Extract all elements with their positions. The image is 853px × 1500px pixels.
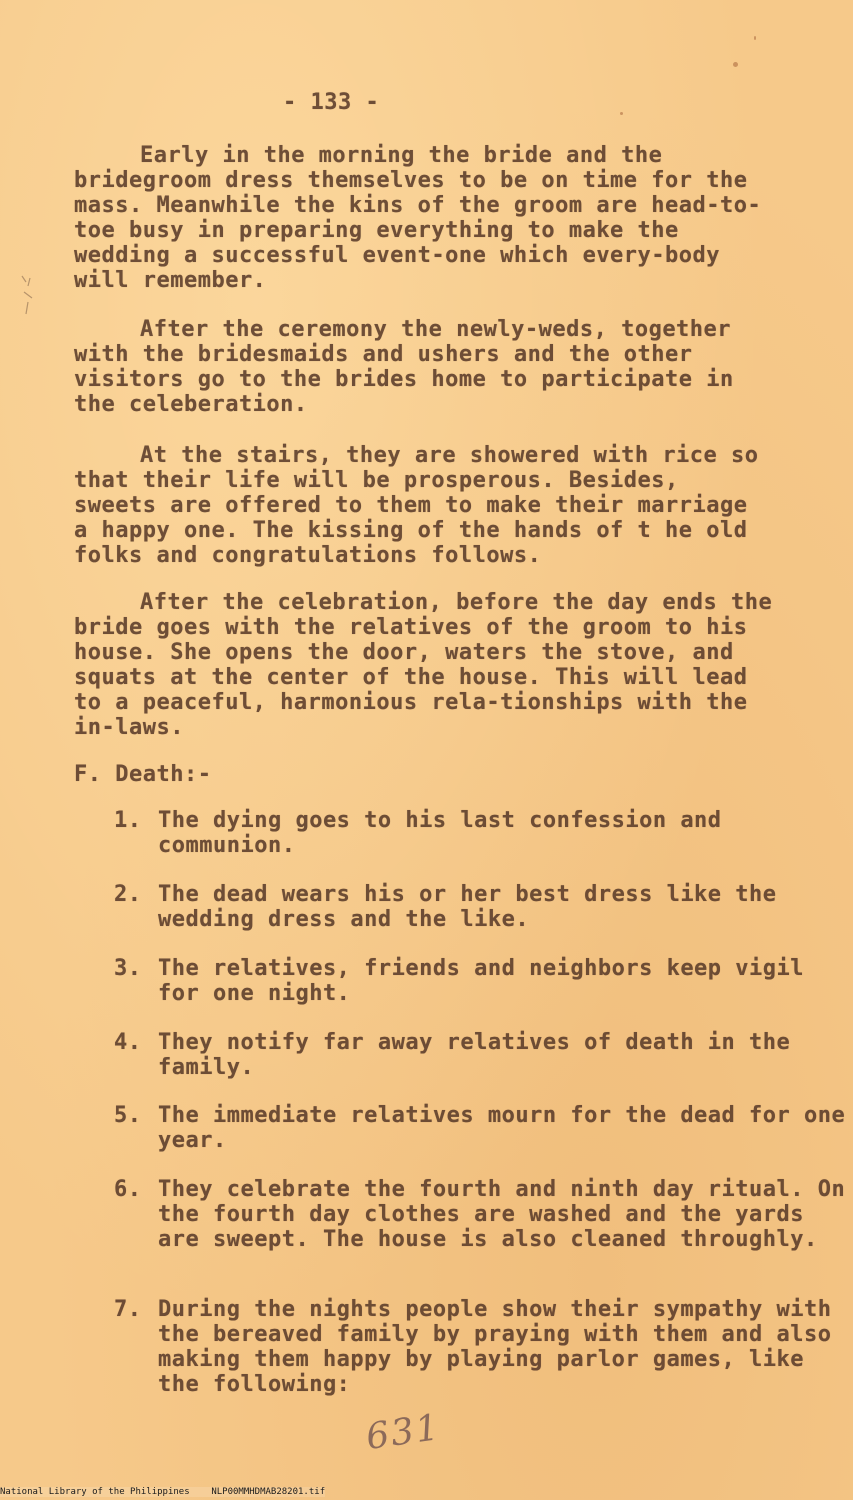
paragraph-wedding-morning: Early in the morning the bride and the bridegroom dress themselves to be on time for the mass. Meanwhile the kins of the groom are head-to-toe busy in preparing everything to make the wedding a successful event-one which every-body will remember. [74,143,762,293]
paragraph-after-celebration: After the celebration, before the day ends the bride goes with the relatives of the groom to his house. She opens the door, waters the stove, and squats at the center of the house. This will lead to a peaceful, harmonious rela-tionships with the in-laws. [74,590,773,740]
page-number: - 133 - [283,90,380,115]
item-text: They notify far away relatives of death in the family. [158,1030,791,1080]
handwritten-page-number: 631 [363,1407,444,1458]
footer-source-line: National Library of the Philippines NLP00MMHDMAB28201.tif [0,1487,326,1497]
item-number: 3. [114,956,142,981]
margin-ink-mark [18,272,38,320]
item-text: The relatives, friends and neighbors keep vigil for one night. [158,956,805,1006]
section-heading-death: F. Death:- [74,762,212,787]
item-number: 2. [114,882,142,907]
item-number: 5. [114,1103,142,1128]
paper-speck [620,112,623,115]
paragraph-stairs-rice: At the stairs, they are showered with rice so that their life will be prosperous. Besides, sweets are offered to them to make their marriage a happy one. The kissing of the hands of t he old folks and congratulations follows. [74,443,759,568]
item-text: The dead wears his or her best dress like the wedding dress and the like. [158,882,777,932]
paper-speck [754,36,756,40]
item-number: 6. [114,1177,142,1202]
death-item [114,1297,848,1397]
item-text: They celebrate the fourth and ninth day ritual. On the fourth day clothes are washed and the yards are sweept. The house is also cleaned throughly. [158,1177,846,1252]
item-text: The dying goes to his last confession and communion. [158,808,722,858]
death-item [114,882,848,932]
item-text: The immediate relatives mourn for the dead for one year. [158,1103,846,1153]
death-item [114,808,848,858]
item-text: During the nights people show their sympathy with the bereaved family by praying with them and also making them happy by playing parlor games, like the following: [158,1297,832,1397]
death-item [114,1103,848,1153]
paragraph-after-ceremony: After the ceremony the newly-weds, together with the bridesmaids and ushers and the other visitors go to the brides home to participate in the celeberation. [74,317,734,417]
item-number: 4. [114,1030,142,1055]
death-item [114,1177,848,1252]
item-number: 1. [114,808,142,833]
death-item [114,956,848,1006]
paper-speck [733,62,738,67]
item-number: 7. [114,1297,142,1322]
death-item [114,1030,848,1080]
